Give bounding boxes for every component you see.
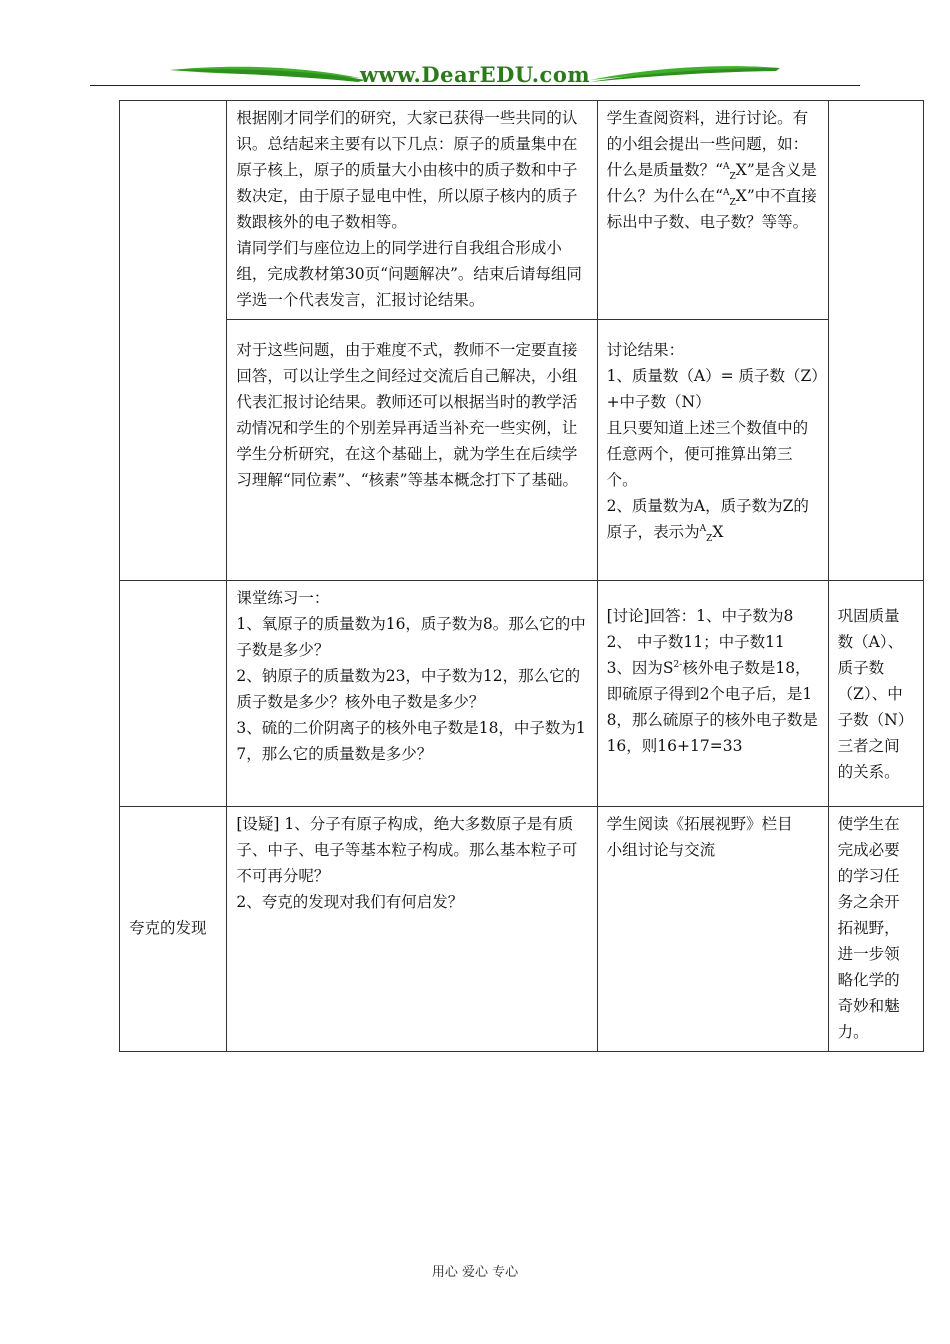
paragraph: 根据刚才同学们的研究，大家已获得一些共同的认识。总结起来主要有以下几点：原子的质量集中在原子核上，原子的质量大小由核中的质子数和中子数决定，由于原子显电中性，所以原子核内的质子数跟核外的电子数相等。 bbox=[236, 109, 578, 231]
student-activity-cell bbox=[597, 807, 828, 1052]
paragraph: 使学生在完成必要的学习任务之余开拓视野，进一步领略化学的奇妙和魅力。 bbox=[837, 815, 900, 1041]
paragraph: 3、硫的二价阴离子的核外电子数是18，中子数为17，那么它的质量数是多少？ bbox=[236, 719, 586, 763]
paragraph: 学生查阅资料，进行讨论。有的小组会提出一些问题，如：什么是质量数？“$^A_Z$X”是含义是什么？为什么在“$^A_Z$X”中不直接标出中子数、电子数？等等。 bbox=[606, 109, 817, 231]
paragraph: 2、 中子数11；中子数11 bbox=[606, 633, 785, 651]
student-activity-cell bbox=[597, 320, 828, 581]
goal-cell bbox=[828, 807, 923, 1052]
table-row bbox=[120, 101, 924, 320]
teacher-activity-cell bbox=[227, 807, 597, 1052]
paragraph: 学生阅读《拓展视野》栏目 bbox=[606, 815, 793, 833]
paragraph: 2、夸克的发现对我们有何启发？ bbox=[236, 893, 464, 911]
topic-label: 夸克的发现 bbox=[129, 919, 207, 937]
paragraph: 3、因为$S^{2-}$核外电子数是18，即硫原子得到2个电子后，是18，那么硫原子的核外电子数是16，则16+17=33 bbox=[606, 659, 818, 755]
paragraph: 1、质量数（A）= 质子数（Z）+中子数（N） bbox=[606, 367, 820, 411]
paragraph: 对于这些问题，由于难度不式，教师不一定要直接回答，可以让学生之间经过交流后自己解决，小组代表汇报讨论结果。教师还可以根据当时的教学活动情况和学生的个别差异再适当补充一些实例，让学生分析研究，在这个基础上，就为学生在后续学习理解“同位素”、“核素”等基本概念打下了基础。 bbox=[236, 341, 579, 489]
page-footer: 用心 爱心 专心 bbox=[431, 1265, 519, 1280]
paragraph: 请同学们与座位边上的同学进行自我组合形成小组，完成教材第30页“问题解决”。结束后请每组同学选一个代表发言，汇报讨论结果。 bbox=[236, 239, 582, 309]
table-row bbox=[120, 320, 924, 581]
lesson-plan-table bbox=[119, 100, 924, 1052]
topic-cell bbox=[120, 807, 227, 1052]
paragraph: 讨论结果： bbox=[606, 341, 685, 359]
paragraph: 且只要知道上述三个数值中的任意两个，便可推算出第三个。 bbox=[606, 419, 809, 489]
topic-cell bbox=[120, 581, 227, 807]
paragraph: [讨论]回答：1、中子数为8 bbox=[606, 607, 794, 625]
paragraph: 1、氧原子的质量数为16，质子数为8。那么它的中子数是多少？ bbox=[236, 615, 586, 659]
site-logo-banner bbox=[90, 56, 860, 92]
table-row bbox=[120, 807, 924, 1052]
header-rule bbox=[90, 85, 860, 86]
teacher-activity-cell bbox=[227, 581, 597, 807]
teacher-activity-cell bbox=[227, 101, 597, 320]
paragraph: 2、质量数为A，质子数为Z的原子，表示为$^A_Z$X bbox=[606, 497, 809, 545]
logo-text: www.DearEDU.com bbox=[359, 62, 591, 87]
table-row bbox=[120, 581, 924, 807]
paragraph: 巩固质量数（A）、质子数（Z）、中子数（N）三者之间的关系。 bbox=[837, 607, 914, 781]
paragraph: [设疑] 1、分子有原子构成，绝大多数原子是有质子、中子、电子等基本粒子构成。那么基本粒子可不可再分呢？ bbox=[236, 815, 578, 885]
student-activity-cell bbox=[597, 101, 828, 320]
paragraph: 小组讨论与交流 bbox=[606, 841, 716, 859]
paragraph: 课堂练习一： bbox=[236, 589, 330, 607]
topic-cell bbox=[120, 101, 227, 581]
paragraph: 2、钠原子的质量数为23，中子数为12，那么它的质子数是多少？核外电子数是多少？ bbox=[236, 667, 581, 711]
teacher-activity-cell bbox=[227, 320, 597, 581]
goal-cell bbox=[828, 581, 923, 807]
goal-cell bbox=[828, 101, 923, 581]
student-activity-cell bbox=[597, 581, 828, 807]
